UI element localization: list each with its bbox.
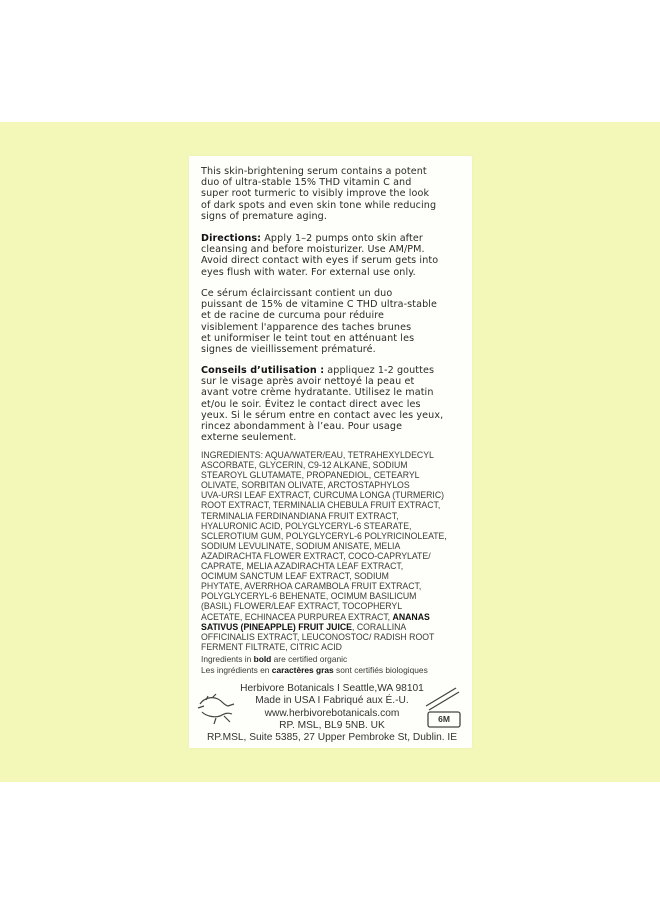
ingredient-line: TERMINALIA FERDINANDIANA FRUIT EXTRACT, [201, 509, 399, 521]
text-line: This skin-brightening serum contains a potent [201, 166, 427, 177]
directions-fr [201, 365, 469, 443]
text-line: signs of premature aging. [201, 210, 328, 222]
note-text: sont certifiés biologiques [333, 664, 428, 675]
ingredient-line: CAPRATE, MELIA AZADIRACHTA LEAF EXTRACT, [201, 560, 404, 572]
text-line: et/ou le soir. Évitez le contact direct avec les [201, 398, 421, 410]
ingredient-line: OCIMUM SANCTUM LEAF EXTRACT, SODIUM [201, 570, 389, 582]
organic-ingredient: ANANAS [392, 610, 430, 622]
directions-label: Directions: [201, 233, 262, 244]
text-line: appliquez 1-2 gouttes [324, 365, 435, 376]
period-after-opening: 6M [438, 714, 450, 724]
ingredient-line: OFFICINALIS EXTRACT, LEUCONOSTOC/ RADISH ROOT [201, 630, 435, 642]
text-line: super root turmeric to visibly improve the look [201, 188, 430, 200]
text-line: externe seulement. [201, 432, 297, 444]
text-line: cleansing and before moisturizer. Use AM/PM. [201, 244, 425, 256]
ie-rep: RP.MSL, Suite 5385, 27 Upper Pembroke St, Dublin. IE [206, 732, 458, 744]
text-line: visiblement l'apparence des taches brunes [201, 321, 412, 333]
ingredient-line: SODIUM LEVULINATE, SODIUM ANISATE, MELIA [201, 539, 401, 551]
leaping-bunny-icon [194, 692, 238, 726]
organic-ingredient: SATIVUS (PINEAPPLE) FRUIT JUICE [201, 620, 352, 632]
text-line: rincez abondamment à l’eau. Pour usage [201, 421, 403, 433]
ingredient-line: ASCORBATE, GLYCERIN, C9-12 ALKANE, SODIUM [201, 459, 408, 471]
ingredient-line: HYALURONIC ACID, POLYGLYCERYL-6 STEARATE, [201, 519, 412, 531]
description-fr [201, 288, 469, 355]
note-text: Ingredients in [201, 654, 254, 664]
made-in: Made in USA I Fabriqué aux É.-U. [255, 695, 409, 707]
ingredient-line: , CORALLINA [351, 620, 407, 632]
ingredient-line: UVA-URSI LEAF EXTRACT, CURCUMA LONGA (TURMERIC) [201, 489, 445, 501]
text-line: et uniformiser le teint tout en atténuant les [201, 332, 415, 344]
ingredient-line: POLYGLYCERYL-6 BEHENATE, OCIMUM BASILICUM [201, 590, 417, 602]
ingredient-line: PHYTATE, AVERRHOA CARAMBOLA FRUIT EXTRACT, [201, 580, 422, 592]
organic-note [201, 654, 428, 675]
ingredient-line: STEAROYL GLUTAMATE, PROPANEDIOL, CETEARYL [201, 469, 420, 481]
text-line: sur le visage après avoir nettoyé la peau et [201, 376, 415, 388]
text-line: avant votre crème hydratante. Utilisez le matin [201, 387, 434, 399]
ingredient-line: ROOT EXTRACT, TERMINALIA CHEBULA FRUIT EXTRACT, [201, 499, 441, 511]
text-line: Apply 1–2 pumps onto skin after [261, 233, 423, 244]
directions-label-fr: Conseils d’utilisation : [201, 365, 325, 376]
company-address: Herbivore Botanicals I Seattle,WA 98101 [240, 683, 424, 694]
note-text: are certified organic [271, 654, 348, 664]
ingredient-line: OLIVATE, SORBITAN OLIVATE, ARCTOSTAPHYLOS [201, 479, 410, 491]
ingredients-list [201, 450, 450, 652]
description-en [201, 166, 469, 222]
text-line: signes de vieillissement prématuré. [201, 344, 376, 356]
text-line: et de racine de curcuma pour réduire [201, 310, 385, 322]
text-line: yeux. Si le sérum entre en contact avec les yeux, [201, 409, 444, 421]
website: www.herbivorebotanicals.com [264, 707, 400, 719]
note-text: Les ingrédients en [201, 664, 272, 675]
ingredient-line: ACETATE, ECHINACEA PURPUREA EXTRACT, [201, 610, 393, 622]
note-bold: caractères gras [271, 664, 334, 675]
ingredient-line: INGREDIENTS: AQUA/WATER/EAU, TETRAHEXYLDECYL [201, 449, 434, 460]
text-line: Ce sérum éclaircissant contient un duo [201, 288, 393, 299]
ingredient-line: AZADIRACHTA FLOWER EXTRACT, COCO-CAPRYLATE/ [201, 549, 431, 561]
ingredient-line: (BASIL) FLOWER/LEAF EXTRACT, TOCOPHERYL [201, 600, 403, 612]
uk-rep: RP. MSL, BL9 5NB. UK [279, 719, 385, 731]
text-line: puissant de 15% de vitamine C THD ultra-stable [201, 299, 438, 311]
ingredient-line: SCLEROTIUM GUM, POLYGLYCERYL-6 POLYRICINOLEATE, [201, 529, 447, 541]
text-line: of dark spots and even skin tone while reducing [201, 199, 437, 211]
ingredient-line: FERMENT FILTRATE, CITRIC ACID [201, 640, 342, 652]
text-line: Avoid direct contact with eyes if serum gets into [201, 255, 439, 267]
directions-en [201, 233, 469, 278]
note-bold: bold [253, 654, 272, 664]
text-line: eyes flush with water. For external use only. [201, 266, 416, 278]
text-line: duo of ultra-stable 15% THD vitamin C and [201, 177, 412, 189]
